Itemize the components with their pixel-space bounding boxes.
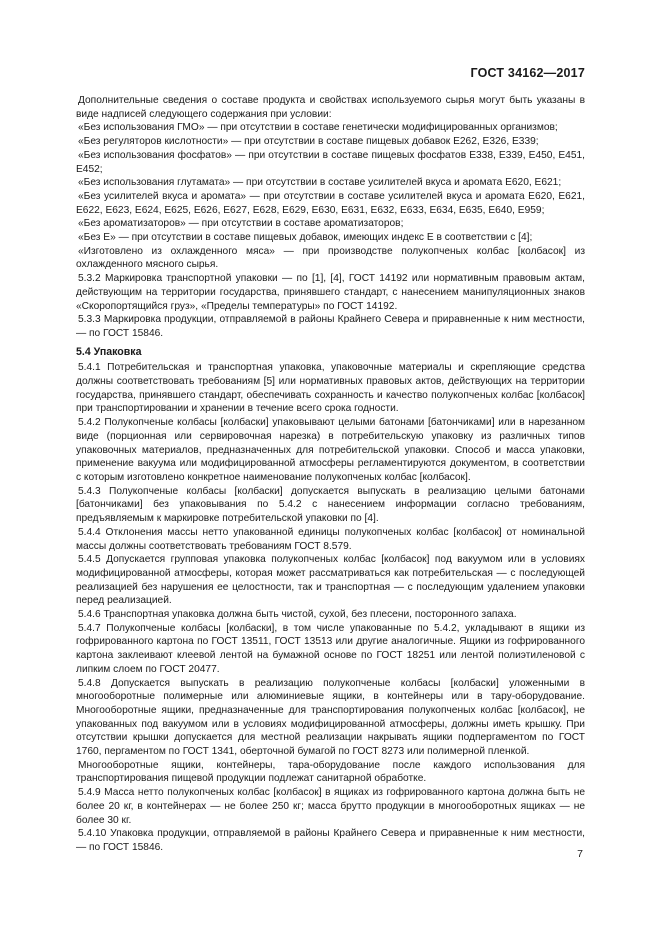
paragraph: 5.3.3 Маркировка продукции, отправляемой в районы Крайнего Севера и приравненные к ним местности, — по ГОСТ 15846. <box>76 314 585 339</box>
paragraph: «Изготовлено из охлажденного мяса» — при производстве полукопченых колбас [колбасок] из охлажденного мясного сырья. <box>76 245 585 271</box>
paragraphs-top <box>76 94 585 341</box>
paragraph: «Без усилителей вкуса и аромата» — при отсутствии в составе усилителей вкуса и аромата Е620, Е621, Е622, Е623, Е624, Е625, Е626, Е627, Е628, Е629, Е630, Е631, Е632, Е633, Е634, Е635, Е640, Е959; <box>76 190 585 216</box>
page-number: 7 <box>577 848 583 860</box>
paragraph: «Без ароматизаторов» — при отсутствии в составе ароматизаторов; <box>78 218 404 230</box>
document-body <box>76 94 585 855</box>
paragraph: «Без Е» — при отсутствии в составе пищевых добавок, имеющих индекс Е в соответствии с [4]; <box>78 232 533 244</box>
paragraph: 5.3.2 Маркировка транспортной упаковки — по [1], [4], ГОСТ 14192 или нормативным правовым актам, действующим на территории государства, принявшего стандарт, с нанесением манипуляционных знаков «Скоропортящийся груз», «Пределы температуры» по ГОСТ 14192. <box>76 273 585 312</box>
paragraph: «Без использования фосфатов» — при отсутствии в составе пищевых фосфатов Е338, Е339, Е450, Е451, Е452; <box>76 149 585 175</box>
paragraphs-bottom <box>76 361 585 854</box>
section-title: 5.4 Упаковка <box>76 345 142 358</box>
paragraph: «Без использования глутамата» — при отсутствии в составе усилителей вкуса и аромата Е620, Е621; <box>78 177 562 189</box>
paragraph: 5.4.3 Полукопченые колбасы [колбаски] допускается выпускать в реализацию целыми батонами [батончиками] без упаковывания по 5.4.2 с нанесением информации согласно требованиям, предъявляемым к маркировке потребительской упаковки по [4]. <box>76 485 585 525</box>
paragraph: 5.4.1 Потребительская и транспортная упаковка, упаковочные материалы и скрепляющие средства должны соответствовать требованиям [5] или нормативных правовых актов, действующих на территории государства, принявшего стандарт, обеспечивать сохранность и качество полукопченых колбас [колбасок] при транспортировании и хранении в течение всего срока годности. <box>76 362 585 415</box>
paragraph: 5.4.8 Допускается выпускать в реализацию полукопченые колбасы [колбаски] уложенными в многооборотные полимерные или алюминиевые ящики, в контейнеры или в тару-оборудование. Многооборотные ящики, предназначенные для транспортирования полукопченых колбас [колбасок], не упакованных под вакуумом или в условиях модифицированной атмосферы, должны иметь крышку. При отсутствии крышки допускается для местной реализации накрывать ящики подпергаментом по ГОСТ 1760, пергаментом по ГОСТ 1341, оберточной бумагой по ГОСТ 8273 или полимерной пленкой. <box>76 677 585 758</box>
paragraph: 5.4.4 Отклонения массы нетто упакованной единицы полукопченых колбас [колбасок] от номинальной массы должны соответствовать требованиям ГОСТ 8.579. <box>76 526 585 552</box>
paragraph: 5.4.9 Масса нетто полукопченых колбас [колбасок] в ящиках из гофрированного картона должна быть не более 20 кг, в контейнерах — не более 250 кг; масса брутто продукции в многооборотных ящиках — не более 30 кг. <box>76 787 585 826</box>
paragraph: «Без регуляторов кислотности» — при отсутствии в составе пищевых добавок Е262, Е326, Е339; <box>78 136 539 148</box>
paragraph: «Без использования ГМО» — при отсутствии в составе генетически модифицированных организмов; <box>78 122 558 134</box>
document-header: ГОСТ 34162—2017 <box>470 66 585 80</box>
paragraph: Дополнительные сведения о составе продукта и свойствах используемого сырья могут быть указаны в виде надписей следующего содержания при условии: <box>76 95 585 120</box>
paragraph: 5.4.2 Полукопченые колбасы [колбаски] упаковывают целыми батонами [батончиками] или в нарезанном виде (порционная или сервировочная нарезка) в потребительскую упаковку из различных типов упаковочных материалов, предназначенных для потребительской упаковки. Способ и масса упаковки, применение вакуума или модифицированной атмосферы регламентируются документом, в соответствии с которым изготовлено конкретное наименование полукопченых колбас [колбасок]. <box>76 417 585 483</box>
paragraph: 5.4.6 Транспортная упаковка должна быть чистой, сухой, без плесени, посторонного запаха. <box>78 609 517 621</box>
paragraph: Многооборотные ящики, контейнеры, тара-оборудование после каждого использования для транспортирования пищевой продукции подлежат санитарной обработке. <box>76 759 585 785</box>
paragraph: 5.4.10 Упаковка продукции, отправляемой в районы Крайнего Севера и приравненные к ним местности, — по ГОСТ 15846. <box>76 828 585 853</box>
paragraph: 5.4.7 Полукопченые колбасы [колбаски], в том числе упакованные по 5.4.2, укладывают в ящики из гофрированного картона по ГОСТ 13511, ГОСТ 13513 или другие аналогичные. Ящики из гофрированного картона заклеивают клеевой лентой на бумажной основе по ГОСТ 18251 или лентой полиэтиленовой с липким слоем по ГОСТ 20477. <box>76 622 585 675</box>
paragraph: 5.4.5 Допускается групповая упаковка полукопченых колбас [колбасок] под вакуумом или в условиях модифицированной атмосферы, которая может рассматриваться как потребительская — с последующей реализацией без нарушения ее целостности, так и транспортная — с последующим удалением упаковки перед реализацией. <box>76 554 585 607</box>
